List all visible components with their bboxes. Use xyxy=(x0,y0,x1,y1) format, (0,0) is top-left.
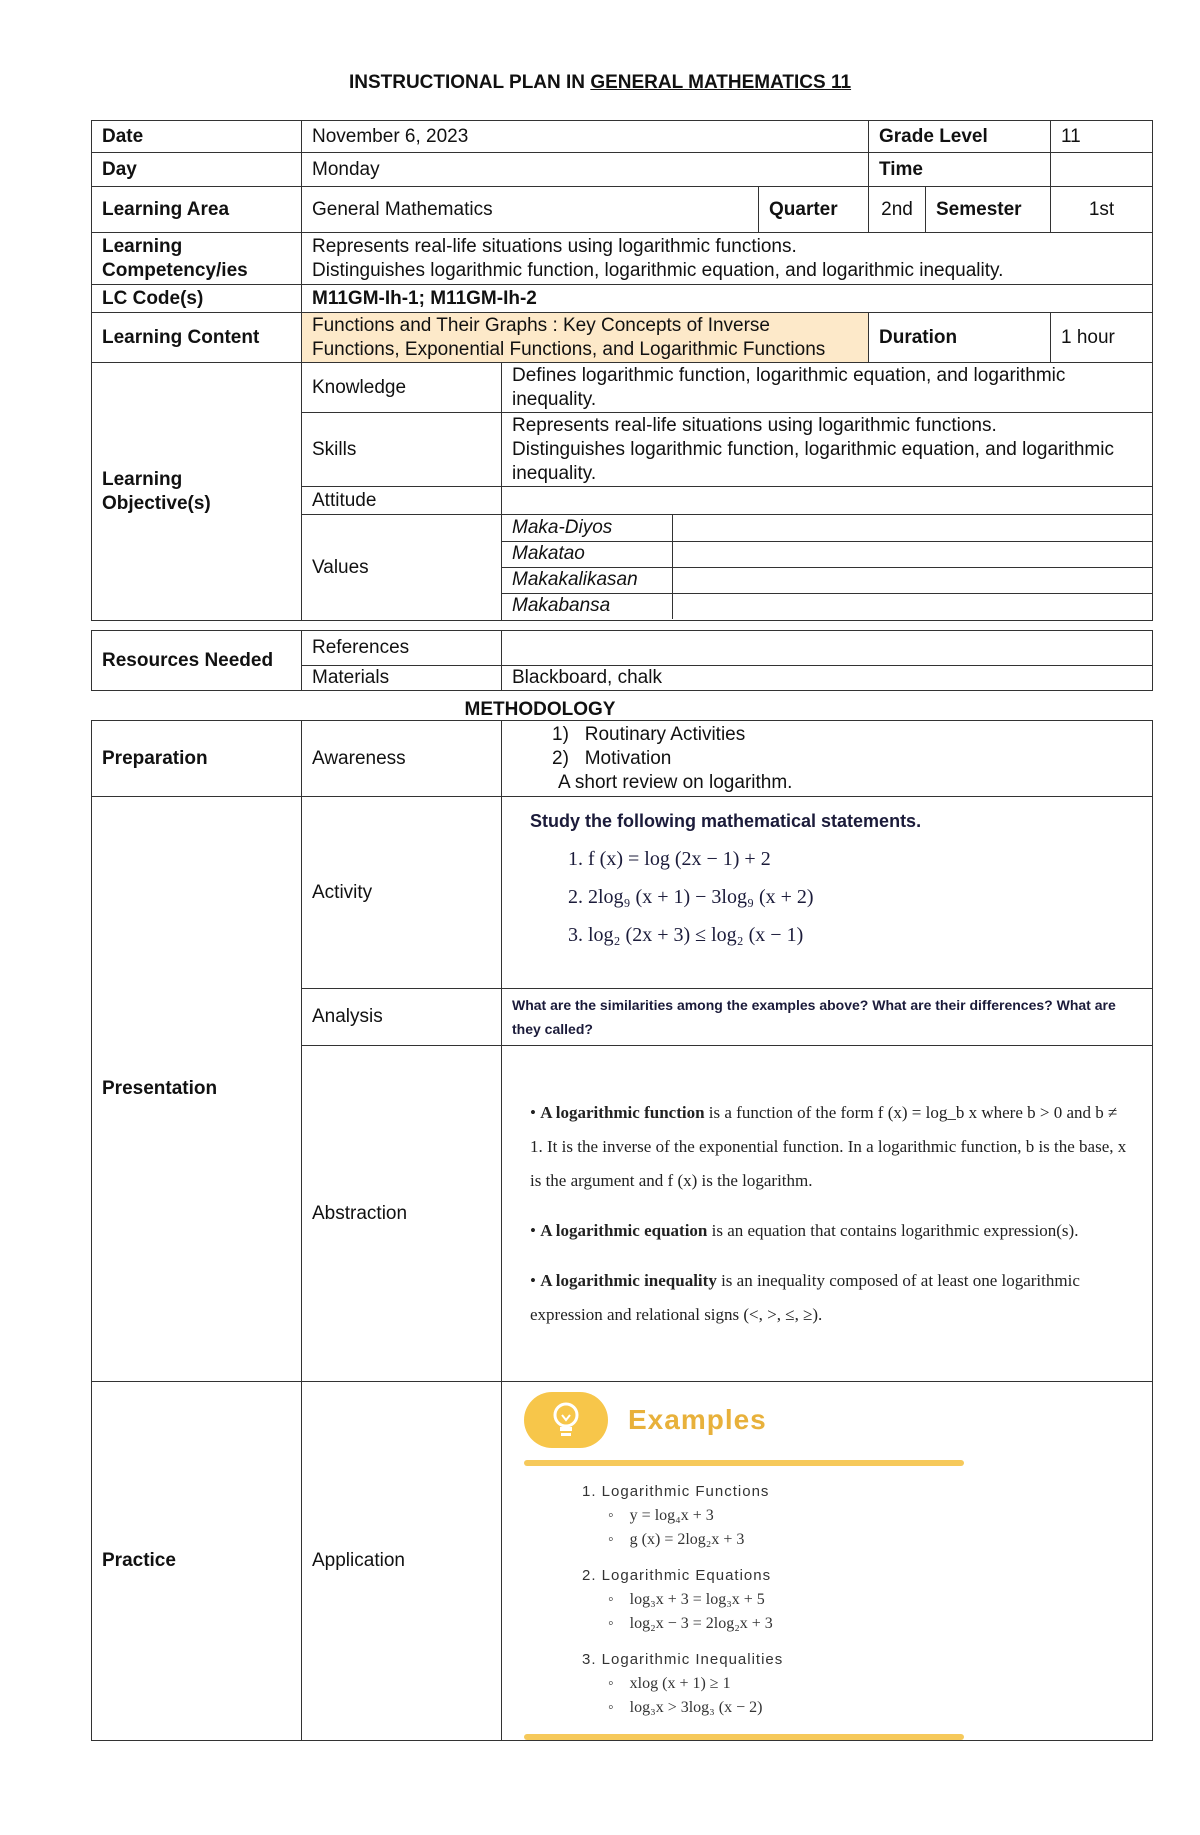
resources-table xyxy=(91,630,1153,691)
attitude-label: Attitude xyxy=(302,487,502,515)
activity-label: Activity xyxy=(302,797,502,989)
example-item: ◦ y = log₄x + 3 xyxy=(608,1504,1142,1528)
example-section-heading: 3. Logarithmic Inequalities xyxy=(582,1651,784,1668)
activity-item: 2. 2log₉ (x + 1) − 3log₉ (x + 2) xyxy=(568,886,814,908)
activity-item: 1. f (x) = log (2x − 1) + 2 xyxy=(568,848,771,870)
knowledge-value: Defines logarithmic function, logarithmic equation, and logarithmic inequality. xyxy=(502,363,1153,413)
materials-label: Materials xyxy=(302,666,502,691)
skills-label: Skills xyxy=(302,413,502,487)
activity-item: 3. log₂ (2x + 3) ≤ log₂ (x − 1) xyxy=(568,924,804,946)
abstraction-point: • A logarithmic equation is an equation that contains logarithmic expression(s). xyxy=(530,1220,1079,1240)
application-label: Application xyxy=(302,1382,502,1741)
abstraction-point: • A logarithmic inequality is an inequality composed of at least one logarithmic expression and relational signs (<, >, ≤, ≥). xyxy=(530,1270,1080,1324)
value-item: Makakalikasan xyxy=(502,567,672,593)
quarter-label: Quarter xyxy=(759,187,869,233)
resources-label: Resources Needed xyxy=(92,631,302,691)
references-label: References xyxy=(302,631,502,666)
example-item: ◦ xlog (x + 1) ≥ 1 xyxy=(608,1672,1142,1696)
materials-value: Blackboard, chalk xyxy=(502,666,1153,691)
lightbulb-icon xyxy=(524,1392,608,1448)
objectives-label: Learning Objective(s) xyxy=(92,363,302,621)
day-label: Day xyxy=(92,153,302,187)
example-item: ◦ log₂x − 3 = 2log₂x + 3 xyxy=(608,1612,1142,1636)
lc-code-label: LC Code(s) xyxy=(92,285,302,313)
learning-content-value: Functions and Their Graphs : Key Concepts of Inverse Functions, Exponential Functions, and Logarithmic Functions xyxy=(302,313,869,363)
example-item: ◦ g (x) = 2log₂x + 3 xyxy=(608,1528,1142,1552)
time-label: Time xyxy=(869,153,1051,187)
quarter-value: 2nd xyxy=(869,187,926,233)
date-label: Date xyxy=(92,121,302,153)
learning-area-value: General Mathematics xyxy=(302,187,759,233)
example-section-heading: 1. Logarithmic Functions xyxy=(582,1483,770,1500)
competency-value: Represents real-life situations using logarithmic functions. Distinguishes logarithmic function, logarithmic equation, and logarithmic inequality. xyxy=(302,233,1153,285)
lc-code-value: M11GM-Ih-1; M11GM-Ih-2 xyxy=(302,285,1153,313)
divider xyxy=(524,1460,964,1466)
analysis-question: What are the similarities among the examples above? What are their differences? What are they called? xyxy=(502,989,1153,1046)
semester-value: 1st xyxy=(1051,187,1153,233)
abstraction-label: Abstraction xyxy=(302,1046,502,1382)
abstraction-content xyxy=(502,1046,1153,1382)
value-item: Makabansa xyxy=(502,593,672,619)
objectives-table xyxy=(91,362,1153,621)
day-value: Monday xyxy=(302,153,869,187)
learning-content-label: Learning Content xyxy=(92,313,302,363)
activity-heading: Study the following mathematical statements. xyxy=(530,811,922,831)
presentation-label: Presentation xyxy=(92,797,302,1382)
example-item: ◦ log₃x + 3 = log₃x + 5 xyxy=(608,1588,1142,1612)
document-title: INSTRUCTIONAL PLAN IN GENERAL MATHEMATICS 11 xyxy=(348,72,852,93)
value-item: Makatao xyxy=(502,541,672,567)
grade-level-value: 11 xyxy=(1051,121,1153,153)
value-item: Maka-Diyos xyxy=(502,515,672,541)
activity-content xyxy=(502,797,1153,989)
subject-name: GENERAL MATHEMATICS 11 xyxy=(590,72,852,93)
application-content xyxy=(502,1382,1153,1741)
awareness-label: Awareness xyxy=(302,721,502,797)
skills-value: Represents real-life situations using logarithmic functions. Distinguishes logarithmic function, logarithmic equation, and logarithmic inequality. xyxy=(502,413,1153,487)
divider xyxy=(524,1734,964,1740)
knowledge-label: Knowledge xyxy=(302,363,502,413)
references-value xyxy=(502,631,1153,666)
example-item: ◦ log₃x > 3log₃ (x − 2) xyxy=(608,1696,1142,1720)
practice-label: Practice xyxy=(92,1382,302,1741)
methodology-table xyxy=(91,720,1153,1741)
attitude-value xyxy=(502,487,1153,515)
awareness-value: 1) Routinary Activities 2) Motivation A short review on logarithm. xyxy=(502,721,1153,797)
learning-area-label: Learning Area xyxy=(92,187,302,233)
time-value xyxy=(1051,153,1153,187)
plan-grid xyxy=(91,120,1153,363)
date-value: November 6, 2023 xyxy=(302,121,869,153)
competency-label: Learning Competency/ies xyxy=(92,233,302,285)
values-label: Values xyxy=(302,515,502,621)
abstraction-point: • A logarithmic function is a function of the form f (x) = log_b x where b > 0 and b ≠ 1. It is the inverse of the exponential function. In a logarithmic function, b is the base, x is the argument and f (x) is the logarithm. xyxy=(530,1102,1127,1190)
duration-value: 1 hour xyxy=(1051,313,1153,363)
grade-level-label: Grade Level xyxy=(869,121,1051,153)
example-section-heading: 2. Logarithmic Equations xyxy=(582,1567,772,1584)
analysis-label: Analysis xyxy=(302,989,502,1046)
values-grid xyxy=(502,515,1153,621)
preparation-label: Preparation xyxy=(92,721,302,797)
examples-title: Examples xyxy=(628,1404,767,1435)
duration-label: Duration xyxy=(869,313,1051,363)
methodology-title: METHODOLOGY xyxy=(464,699,616,720)
semester-label: Semester xyxy=(926,187,1051,233)
